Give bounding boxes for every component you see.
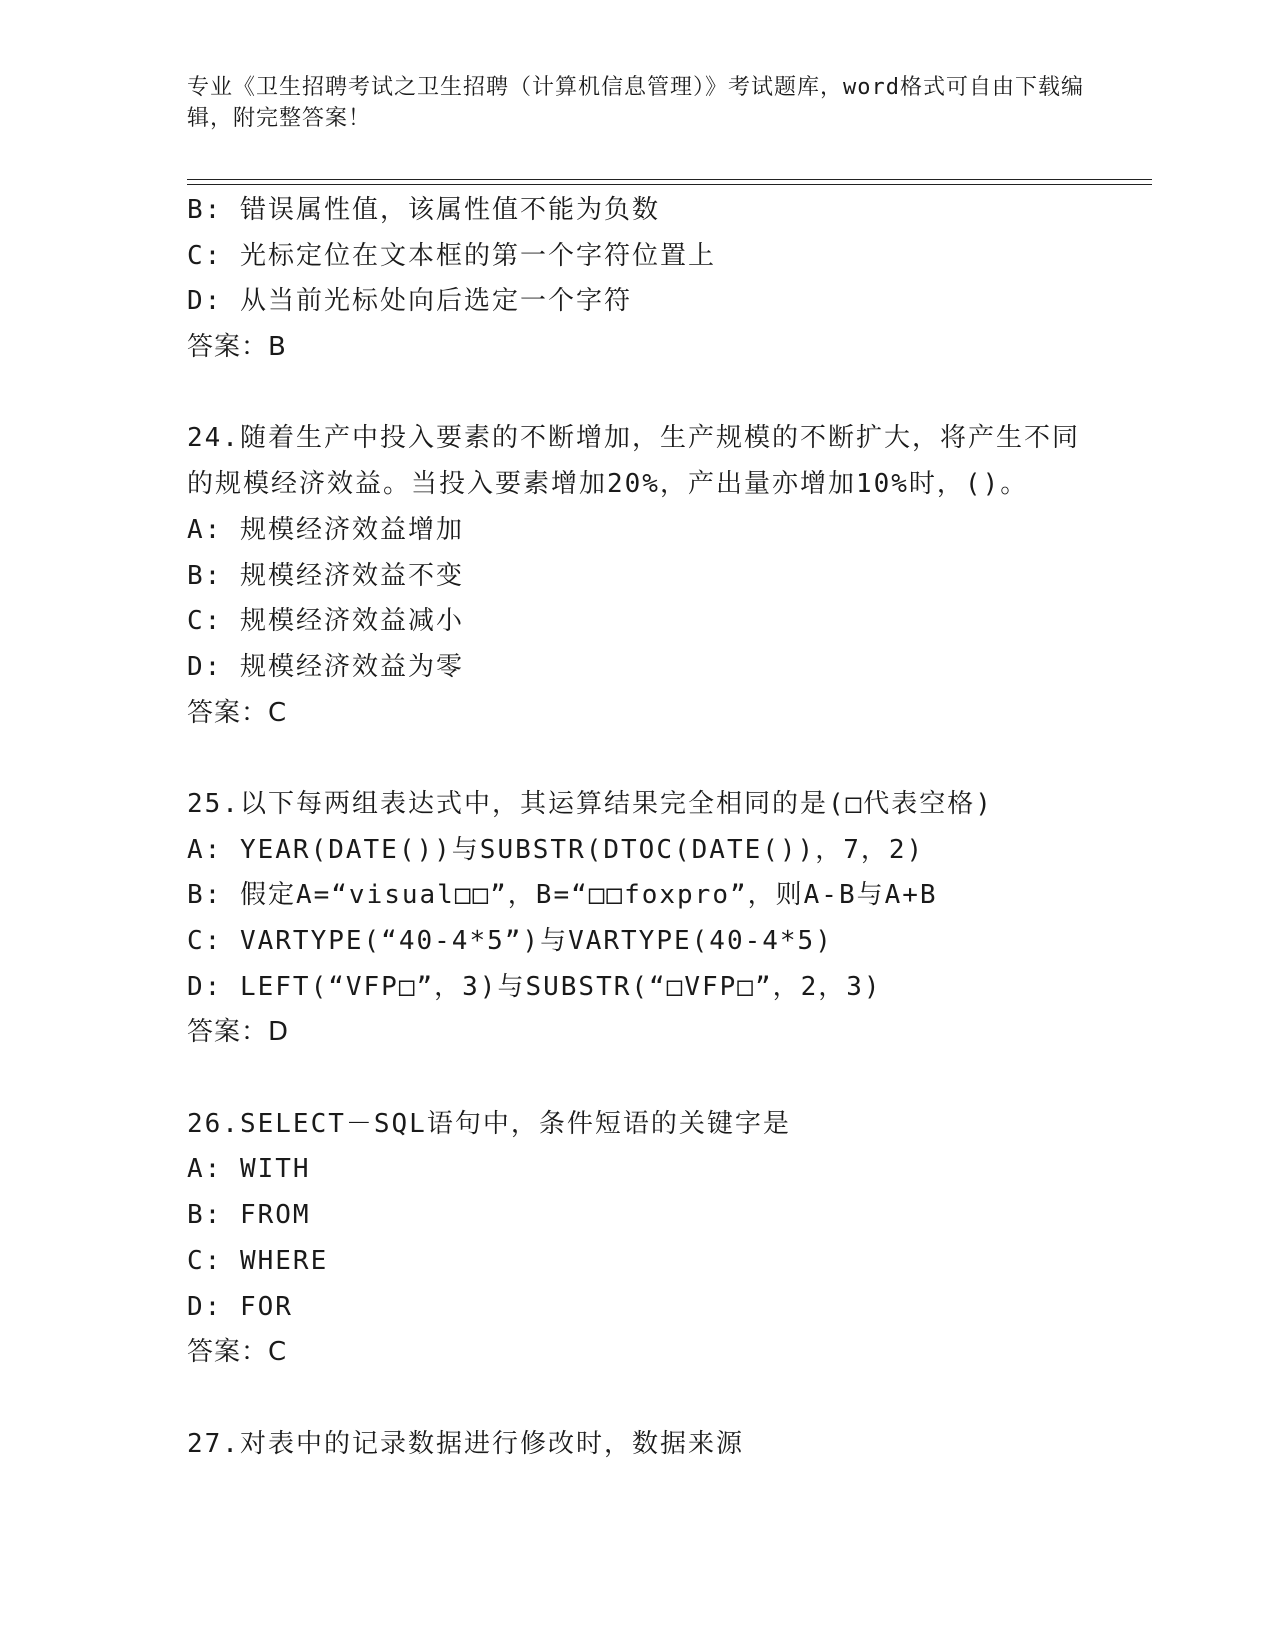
question-stem: 27.对表中的记录数据进行修改时，数据来源 <box>187 1428 744 1459</box>
answer-line: 答案：B <box>187 332 287 363</box>
question-stem: 24.随着生产中投入要素的不断增加，生产规模的不断扩大，将产生不同的规模经济效益。当投入要素增加20%，产出量亦增加10%时，()。 <box>187 423 1080 500</box>
option-b: B: 规模经济效益不变 <box>187 560 464 591</box>
option-a: A: 规模经济效益增加 <box>187 514 464 545</box>
question-list <box>187 188 1087 1467</box>
option-c: C: WHERE <box>187 1245 329 1276</box>
option-a: A: YEAR(DATE())与SUBSTR(DTOC(DATE())，7，2) <box>187 834 925 865</box>
document-header: 专业《卫生招聘考试之卫生招聘（计算机信息管理）》考试题库，word格式可自由下载编辑，附完整答案！ <box>187 75 1084 131</box>
answer-line: 答案：C <box>187 697 288 728</box>
option-c: C: 规模经济效益减小 <box>187 606 464 637</box>
option-d: D: FOR <box>187 1291 293 1322</box>
option-c: C: VARTYPE(“40-4*5”)与VARTYPE(40-4*5) <box>187 926 833 957</box>
option-b: B: 错误属性值，该属性值不能为负数 <box>187 195 660 225</box>
option-b: B: 假定A=“visual□□”，B=“□□foxpro”，则A-B与A+B <box>187 880 938 911</box>
option-d: D: 规模经济效益为零 <box>187 651 464 682</box>
option-d: D: 从当前光标处向后选定一个字符 <box>187 286 632 317</box>
option-c: C: 光标定位在文本框的第一个字符位置上 <box>187 240 716 271</box>
option-b: B: FROM <box>187 1200 311 1231</box>
option-d: D: LEFT(“VFP□”，3)与SUBSTR(“□VFP□”，2，3) <box>187 971 882 1002</box>
option-a: A: WITH <box>187 1154 311 1185</box>
question-stem: 26.SELECT－SQL语句中，条件短语的关键字是 <box>187 1108 791 1139</box>
answer-line: 答案：C <box>187 1337 288 1368</box>
answer-line: 答案：D <box>187 1017 290 1048</box>
header-double-rule <box>187 179 1152 185</box>
question-stem: 25.以下每两组表达式中，其运算结果完全相同的是(□代表空格) <box>187 788 993 819</box>
